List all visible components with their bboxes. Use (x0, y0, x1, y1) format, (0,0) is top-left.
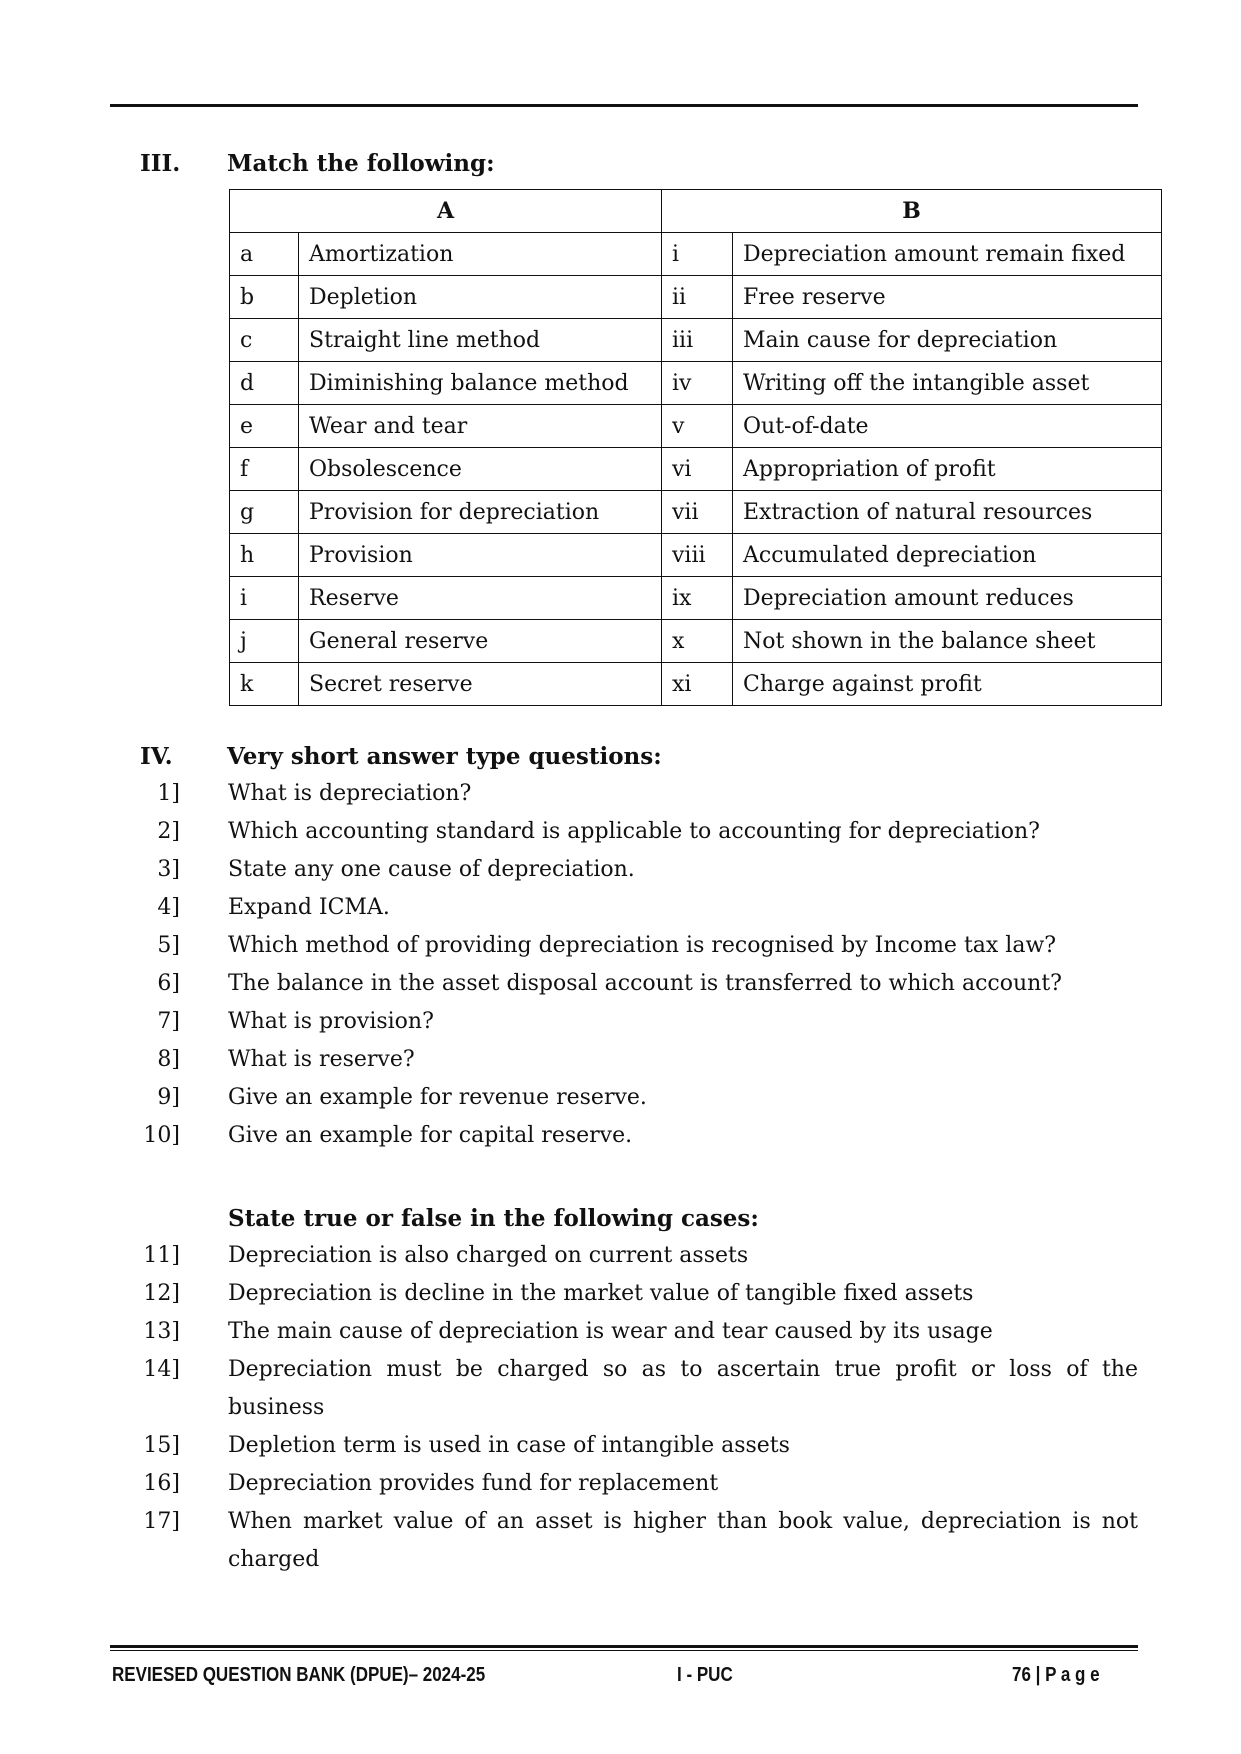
question-text: Which method of providing depreciation is recognised by Income tax law? (228, 933, 1057, 958)
question-number: 9] (157, 1085, 180, 1110)
question-number: 6] (157, 971, 180, 996)
question-number: 15] (143, 1433, 180, 1458)
column-a-text: Secret reserve (299, 663, 662, 706)
column-b-key: iv (662, 362, 733, 405)
match-table-row (230, 491, 1162, 534)
question-number: 5] (157, 933, 180, 958)
column-b-text: Depreciation amount remain fixed (733, 233, 1162, 276)
question-item (128, 1079, 1138, 1117)
question-number: 10] (143, 1123, 180, 1148)
question-item (128, 813, 1138, 851)
question-text: When market value of an asset is higher than book value, depreciation is not charged (228, 1509, 1138, 1572)
footer-rule-thick (110, 1645, 1138, 1648)
match-table-body (230, 233, 1162, 706)
column-a-key: g (230, 491, 299, 534)
column-a-key: k (230, 663, 299, 706)
column-a-key: e (230, 405, 299, 448)
match-table-row (230, 233, 1162, 276)
column-a-key: f (230, 448, 299, 491)
footer-rule-thin (110, 1650, 1138, 1651)
question-number: 8] (157, 1047, 180, 1072)
column-b-key: i (662, 233, 733, 276)
very-short-questions-list (128, 775, 1138, 1155)
column-b-key: xi (662, 663, 733, 706)
question-text: Expand ICMA. (228, 895, 390, 920)
match-table-row (230, 448, 1162, 491)
footer-left-text: REVIESED QUESTION BANK (DPUE)– 2024-25 (112, 1664, 486, 1686)
section-4-title: Very short answer type questions: (227, 743, 662, 770)
section-3-number: III. (140, 150, 181, 177)
column-b-text: Not shown in the balance sheet (733, 620, 1162, 663)
question-text: Which accounting standard is applicable to accounting for depreciation? (228, 819, 1040, 844)
column-a-text: Diminishing balance method (299, 362, 662, 405)
question-item (128, 1351, 1138, 1427)
question-item (128, 1117, 1138, 1155)
question-number: 1] (157, 781, 180, 806)
header-rule (110, 104, 1138, 107)
question-text: Depreciation is also charged on current assets (228, 1243, 749, 1268)
match-table-row (230, 276, 1162, 319)
question-item (128, 1003, 1138, 1041)
question-number: 3] (157, 857, 180, 882)
question-number: 7] (157, 1009, 180, 1034)
match-table-row (230, 663, 1162, 706)
question-item (128, 1427, 1138, 1465)
question-item (128, 1237, 1138, 1275)
question-text: What is provision? (228, 1009, 434, 1034)
question-number: 2] (157, 819, 180, 844)
column-a-key: c (230, 319, 299, 362)
question-text: State any one cause of depreciation. (228, 857, 635, 882)
match-table (229, 189, 1162, 706)
column-a-key: a (230, 233, 299, 276)
footer-page-number: 76 | P a g e (1012, 1664, 1100, 1686)
column-b-text: Writing off the intangible asset (733, 362, 1162, 405)
question-text: Depreciation provides fund for replacement (228, 1471, 719, 1496)
column-b-text: Out-of-date (733, 405, 1162, 448)
question-number: 14] (143, 1357, 180, 1382)
match-table-row (230, 620, 1162, 663)
column-a-key: b (230, 276, 299, 319)
question-item (128, 1465, 1138, 1503)
column-a-text: Provision (299, 534, 662, 577)
match-table-row (230, 319, 1162, 362)
section-3-title: Match the following: (227, 150, 495, 177)
question-text: Depreciation is decline in the market value of tangible fixed assets (228, 1281, 974, 1306)
question-number: 12] (143, 1281, 180, 1306)
question-item (128, 889, 1138, 927)
question-number: 13] (143, 1319, 180, 1344)
true-false-questions-list (128, 1237, 1138, 1579)
question-text: The balance in the asset disposal account is transferred to which account? (228, 971, 1062, 996)
question-number: 4] (157, 895, 180, 920)
question-item (128, 851, 1138, 889)
column-a-key: d (230, 362, 299, 405)
column-b-text: Appropriation of profit (733, 448, 1162, 491)
column-a-text: Straight line method (299, 319, 662, 362)
true-false-heading: State true or false in the following cases: (228, 1205, 759, 1232)
column-b-text: Charge against profit (733, 663, 1162, 706)
match-table-row (230, 405, 1162, 448)
question-text: Give an example for capital reserve. (228, 1123, 633, 1148)
column-b-header: B (662, 190, 1162, 233)
column-b-key: v (662, 405, 733, 448)
question-text: What is reserve? (228, 1047, 415, 1072)
match-table-row (230, 534, 1162, 577)
question-text: Give an example for revenue reserve. (228, 1085, 647, 1110)
column-b-text: Extraction of natural resources (733, 491, 1162, 534)
match-table-row (230, 362, 1162, 405)
column-b-text: Free reserve (733, 276, 1162, 319)
column-a-header: A (230, 190, 662, 233)
column-a-text: Obsolescence (299, 448, 662, 491)
question-text: What is depreciation? (228, 781, 472, 806)
footer-center-text: I - PUC (677, 1664, 733, 1686)
question-item (128, 775, 1138, 813)
column-a-key: h (230, 534, 299, 577)
column-b-text: Depreciation amount reduces (733, 577, 1162, 620)
column-a-text: Amortization (299, 233, 662, 276)
question-number: 17] (143, 1509, 180, 1534)
match-table-row (230, 577, 1162, 620)
question-item (128, 965, 1138, 1003)
question-item (128, 1313, 1138, 1351)
question-item (128, 1275, 1138, 1313)
column-a-key: j (230, 620, 299, 663)
question-text: Depreciation must be charged so as to ascertain true profit or loss of the business (228, 1357, 1138, 1420)
column-b-key: ix (662, 577, 733, 620)
column-b-key: vi (662, 448, 733, 491)
column-a-text: Depletion (299, 276, 662, 319)
column-b-key: ii (662, 276, 733, 319)
column-b-key: x (662, 620, 733, 663)
column-b-key: iii (662, 319, 733, 362)
question-item (128, 1503, 1138, 1579)
question-item (128, 927, 1138, 965)
column-b-key: vii (662, 491, 733, 534)
column-b-text: Main cause for depreciation (733, 319, 1162, 362)
column-a-text: Wear and tear (299, 405, 662, 448)
column-a-text: General reserve (299, 620, 662, 663)
section-4-number: IV. (140, 743, 173, 770)
column-b-text: Accumulated depreciation (733, 534, 1162, 577)
question-number: 11] (143, 1243, 180, 1268)
question-number: 16] (143, 1471, 180, 1496)
question-item (128, 1041, 1138, 1079)
question-text: Depletion term is used in case of intangible assets (228, 1433, 790, 1458)
column-b-key: viii (662, 534, 733, 577)
column-a-text: Provision for depreciation (299, 491, 662, 534)
column-a-key: i (230, 577, 299, 620)
match-table-header (230, 190, 1162, 233)
question-text: The main cause of depreciation is wear and tear caused by its usage (228, 1319, 993, 1344)
column-a-text: Reserve (299, 577, 662, 620)
